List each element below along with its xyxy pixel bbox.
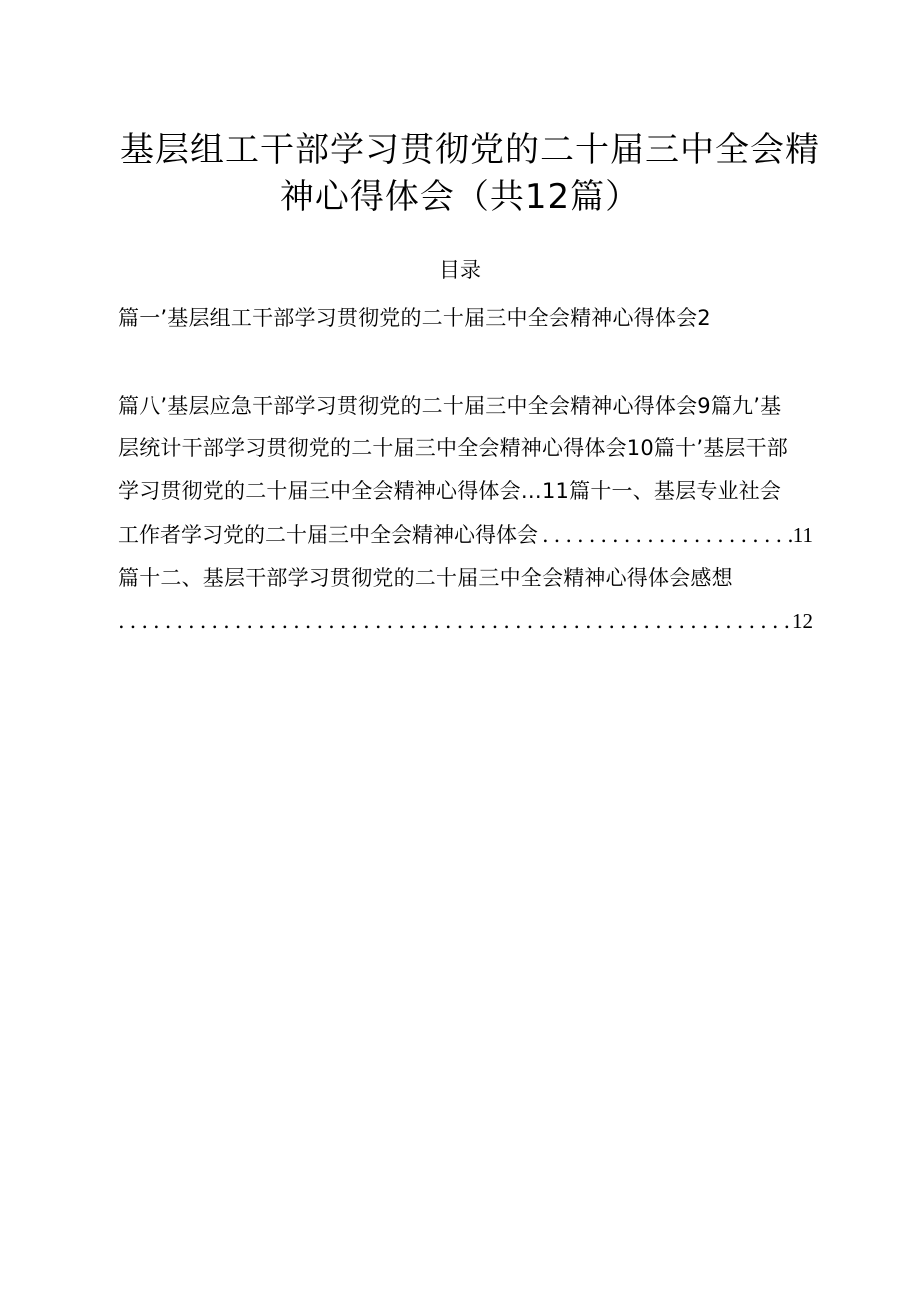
toc-entry-11-text: 工作者学习党的二十届三中全会精神心得体会 xyxy=(118,523,538,547)
toc-entry-11[interactable] xyxy=(118,520,813,550)
toc-heading: 目录 xyxy=(439,258,481,282)
toc-entry-12-page: 12 xyxy=(792,609,813,633)
dot-leader xyxy=(538,520,793,550)
toc-entry-12-text[interactable]: 篇十二、基层干部学习贯彻党的二十届三中全会精神心得体会感想 xyxy=(118,566,733,590)
document-title-line-2: 神心得体会（共12篇） xyxy=(279,177,641,217)
toc-entry-8-9[interactable]: 篇八’基层应急干部学习贯彻党的二十届三中全会精神心得体会9篇九’基 xyxy=(118,394,782,418)
dot-leader xyxy=(118,606,792,636)
toc-entry-12-leader-row[interactable] xyxy=(118,606,813,636)
toc-entry-9-10[interactable]: 层统计干部学习贯彻党的二十届三中全会精神心得体会10篇十’基层干部 xyxy=(118,436,788,460)
toc-entry-10-11[interactable]: 学习贯彻党的二十届三中全会精神心得体会…11篇十一、基层专业社会 xyxy=(118,479,782,503)
toc-entry-1[interactable]: 篇一’基层组工干部学习贯彻党的二十届三中全会精神心得体会2 xyxy=(118,306,711,330)
toc-entry-11-page: 11 xyxy=(792,523,813,547)
document-title-line-1: 基层组工干部学习贯彻党的二十届三中全会精 xyxy=(120,130,820,170)
